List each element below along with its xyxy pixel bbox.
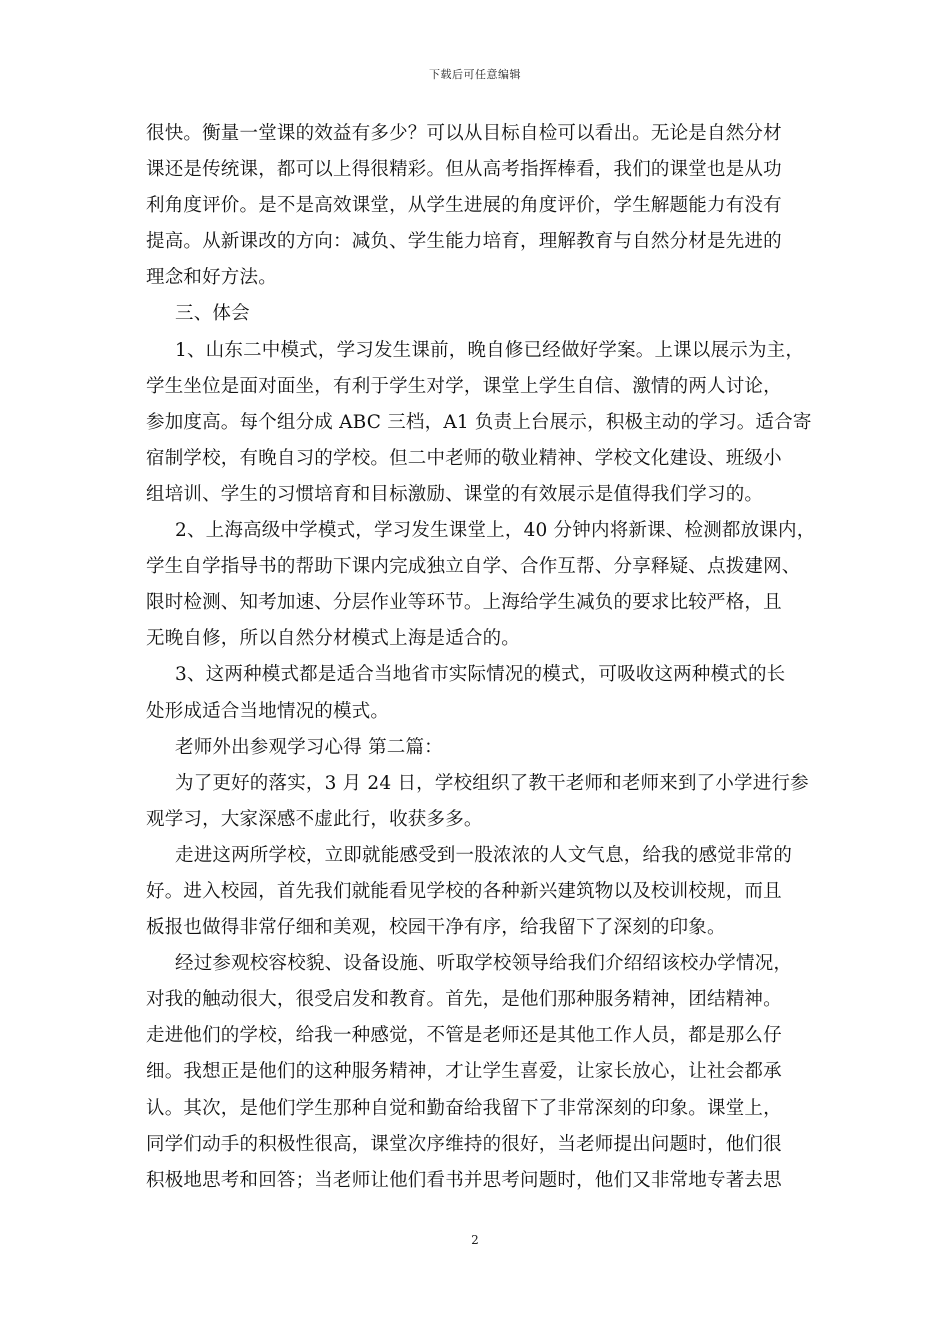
text-line: 对我的触动很大，很受启发和教育。首先，是他们那种服务精神，团结精神。 [146,989,782,1011]
text-line: 理念和好方法。 [146,267,277,289]
text-line: 利角度评价。是不是高效课堂，从学生进展的角度评价，学生解题能力有没有 [146,195,782,217]
text-line: 学生坐位是面对面坐，有利于学生对学，课堂上学生自信、激情的两人讨论， [146,375,782,397]
text-line: 学生自学指导书的帮助下课内完成独立自学、合作互帮、分享释疑、点拨建网、 [146,556,801,578]
text-line: 积极地思考和回答；当老师让他们看书并思考问题时，他们又非常地专著去思 [146,1169,782,1191]
text-line: 2、上海高级中学模式，学习发生课堂上，40 分钟内将新课、检测都放课内， [175,520,816,542]
text-line: 很快。衡量一堂课的效益有多少？可以从目标自检可以看出。无论是自然分材 [146,123,782,144]
text-line: 3、这两种模式都是适合当地省市实际情况的模式，可吸收这两种模式的长 [175,664,786,686]
text-line: 经过参观校容校貌、设备设施、听取学校领导给我们介绍绍该校办学情况， [175,953,793,975]
text-line: 课还是传统课，都可以上得很精彩。但从高考指挥棒看，我们的课堂也是从功 [146,159,782,181]
text-line: 走进这两所学校，立即就能感受到一股浓浓的人文气息，给我的感觉非常的 [175,844,793,866]
text-line: 好。进入校园，首先我们就能看见学校的各种新兴建筑物以及校训校规，而且 [146,880,782,902]
text-line: 走进他们的学校，给我一种感觉，不管是老师还是其他工作人员，都是那么仔 [146,1025,782,1047]
text-line: 三、体会 [175,303,250,325]
text-line: 提高。从新课改的方向：减负、学生能力培育，理解教育与自然分材是先进的 [146,231,782,253]
text-line: 板报也做得非常仔细和美观，校园干净有序，给我留下了深刻的印象。 [146,917,726,939]
text-line: 组培训、学生的习惯培育和目标激励、课堂的有效展示是值得我们学习的。 [146,483,764,505]
text-line: 同学们动手的积极性很高，课堂次序维持的很好，当老师提出问题时，他们很 [146,1133,782,1155]
page-number: 2 [471,1233,479,1247]
text-line: 参加度高。每个组分成 ABC 三档，A1 负责上台展示，积极主动的学习。适合寄 [146,411,812,433]
text-line: 1、山东二中模式，学习发生课前，晚自修已经做好学案。上课以展示为主， [175,339,805,361]
text-line: 宿制学校，有晚自习的学校。但二中老师的敬业精神、学校文化建设、班级小 [146,447,782,469]
document-body [146,116,816,1199]
text-line: 观学习，大家深感不虚此行，收获多多。 [146,808,483,830]
text-line: 处形成适合当地情况的模式。 [146,700,390,722]
text-line: 认。其次，是他们学生那种自觉和勤奋给我留下了非常深刻的印象。课堂上， [146,1097,782,1119]
text-line: 无晚自修，所以自然分材模式上海是适合的。 [146,628,521,650]
text-line: 限时检测、知考加速、分层作业等环节。上海给学生减负的要求比较严格，且 [146,592,782,614]
page-header: 下载后可任意编辑 [429,68,521,81]
text-line: 为了更好的落实，3 月 24 日，学校组织了教干老师和老师来到了小学进行参 [175,772,809,794]
text-line: 细。我想正是他们的这种服务精神，才让学生喜爱，让家长放心，让社会都承 [146,1061,782,1083]
text-line: 老师外出参观学习心得 第二篇： [175,736,443,758]
